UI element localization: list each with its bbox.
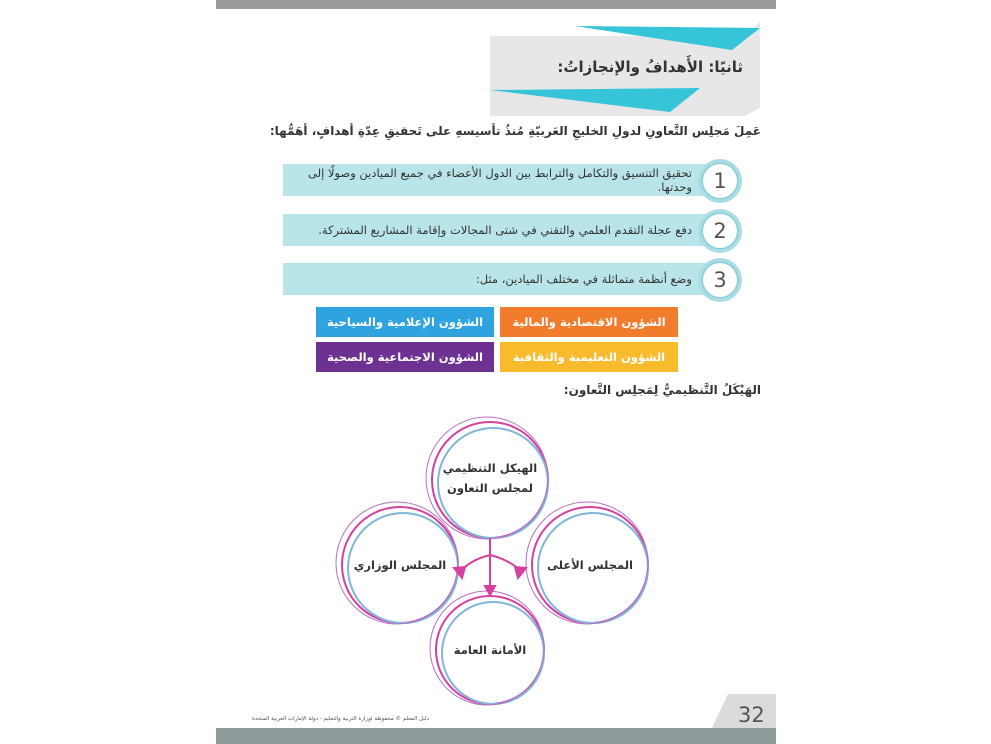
goal-number-3: 3 [698, 258, 742, 302]
bottom-circle-label: الأمانة العامة [453, 643, 527, 657]
page-number: 32 [738, 703, 765, 727]
domain-social-health: الشؤون الاجتماعية والصحية [316, 342, 494, 372]
connector-arrows [454, 538, 526, 595]
goal-text-3: وضع أنظمة متماثلة في مختلف الميادين، مثل: [475, 272, 692, 286]
right-circle-label: المجلس الأعلى [547, 558, 633, 572]
goal-bar-1 [283, 164, 710, 196]
footer-text: دليل المعلم © محفوظة لوزارة التربية والتعليم - دولة الإمارات العربية المتحدة [252, 716, 429, 722]
org-structure-diagram [300, 410, 660, 710]
center-circle-label: الهيكل التنظيمي لمجلس التعاون [442, 461, 538, 495]
goal-text-2: دفع عجلة التقدم العلمي والتقني في شتى المجالات وإقامة المشاريع المشتركة. [318, 223, 692, 237]
goal-number-2: 2 [698, 209, 742, 253]
domain-economic-financial: الشؤون الاقتصادية والمالية [500, 307, 678, 337]
intro-text: عَمِلَ مَجلِس التَّعاونِ لدولِ الخليجِ العَربيّةِ مُنذُ تأسيسهِ على تَحقيقِ عِدّةِ أهدافٍ، أهَمُّها: [269, 124, 761, 138]
goal-bar-3 [283, 263, 710, 295]
left-circle-label: المجلس الوزاري [353, 558, 447, 572]
goal-number-1: 1 [698, 159, 742, 203]
goal-bar-2 [283, 214, 710, 246]
goal-text-1: تحقيق التنسيق والتكامل والترابط بين الدول الأعضاء في جميع الميادين وصولًا إلى وحدتها. [308, 166, 692, 194]
domain-education-culture: الشؤون التعليمية والثقافية [500, 342, 678, 372]
top-bar [216, 0, 776, 9]
domain-media-tourism: الشؤون الإعلامية والسياحية [316, 307, 494, 337]
structure-heading: الهَيْكَلُ التَّنظيميُّ لِمَجلِس التَّعاون: [563, 383, 761, 397]
section-title: ثانيًا: الأَهدافُ والإنجازاتُ: [557, 58, 743, 76]
bottom-bar [216, 728, 776, 744]
